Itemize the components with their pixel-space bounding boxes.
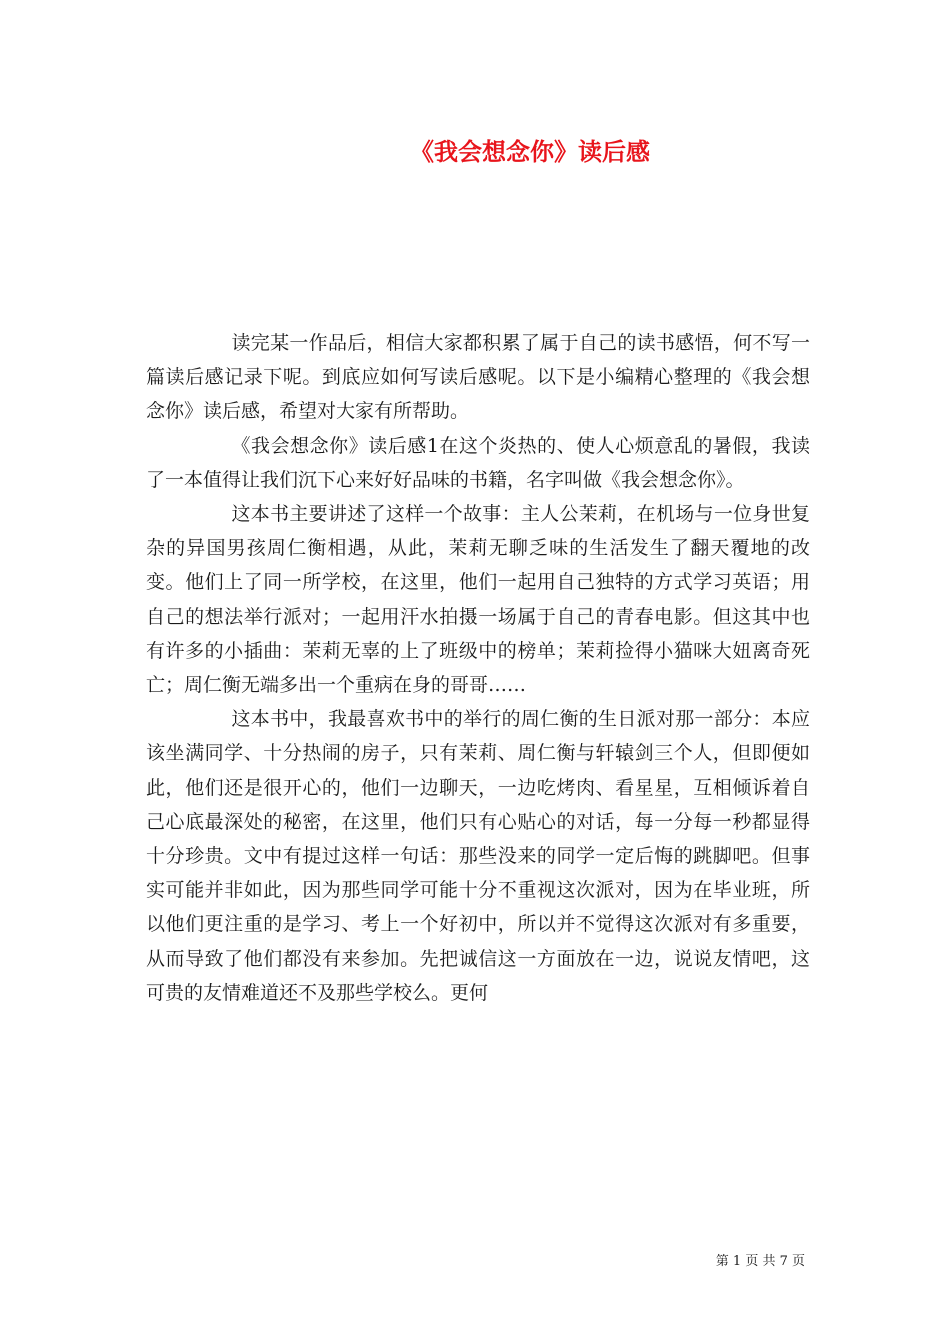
paragraph-essay-start: 《我会想念你》读后感1在这个炎热的、使人心烦意乱的暑假，我读了一本值得让我们沉下心来好好品味的书籍，名字叫做《我会想念你》。 xyxy=(146,434,810,491)
document-body xyxy=(146,326,810,1010)
paragraph-intro: 读完某一作品后，相信大家都积累了属于自己的读书感悟，何不写一篇读后感记录下呢。到底应如何写读后感呢。以下是小编精心整理的《我会想念你》读后感，希望对大家有所帮助。 xyxy=(146,332,810,423)
document-title: 《我会想念你》读后感 xyxy=(410,137,650,166)
paragraph-story-summary: 这本书主要讲述了这样一个故事：主人公茉莉，在机场与一位身世复杂的异国男孩周仁衡相遇，从此，茉莉无聊乏味的生活发生了翻天覆地的改变。他们上了同一所学校，在这里，他们一起用自己独特的方式学习英语；用自己的想法举行派对；一起用汗水拍摄一场属于自己的青春电影。但这其中也有许多的小插曲：茉莉无辜的上了班级中的榜单；茉莉捡得小猫咪大妞离奇死亡；周仁衡无端多出一个重病在身的哥哥…… xyxy=(146,503,810,697)
paragraph-favorite-part: 这本书中，我最喜欢书中的举行的周仁衡的生日派对那一部分：本应该坐满同学、十分热闹的房子，只有茉莉、周仁衡与轩辕剑三个人，但即便如此，他们还是很开心的，他们一边聊天，一边吃烤肉、看星星，互相倾诉着自己心底最深处的秘密，在这里，他们只有心贴心的对话，每一分每一秒都显得十分珍贵。文中有提过这样一句话：那些没来的同学一定后悔的跳脚吧。但事实可能并非如此，因为那些同学可能十分不重视这次派对，因为在毕业班，所以他们更注重的是学习、考上一个好初中，所以并不觉得这次派对有多重要，从而导致了他们都没有来参加。先把诚信这一方面放在一边，说说友情吧，这可贵的友情难道还不及那些学校么。更何 xyxy=(146,708,810,1004)
page-number-footer: 第 1 页 共 7 页 xyxy=(715,1254,805,1269)
